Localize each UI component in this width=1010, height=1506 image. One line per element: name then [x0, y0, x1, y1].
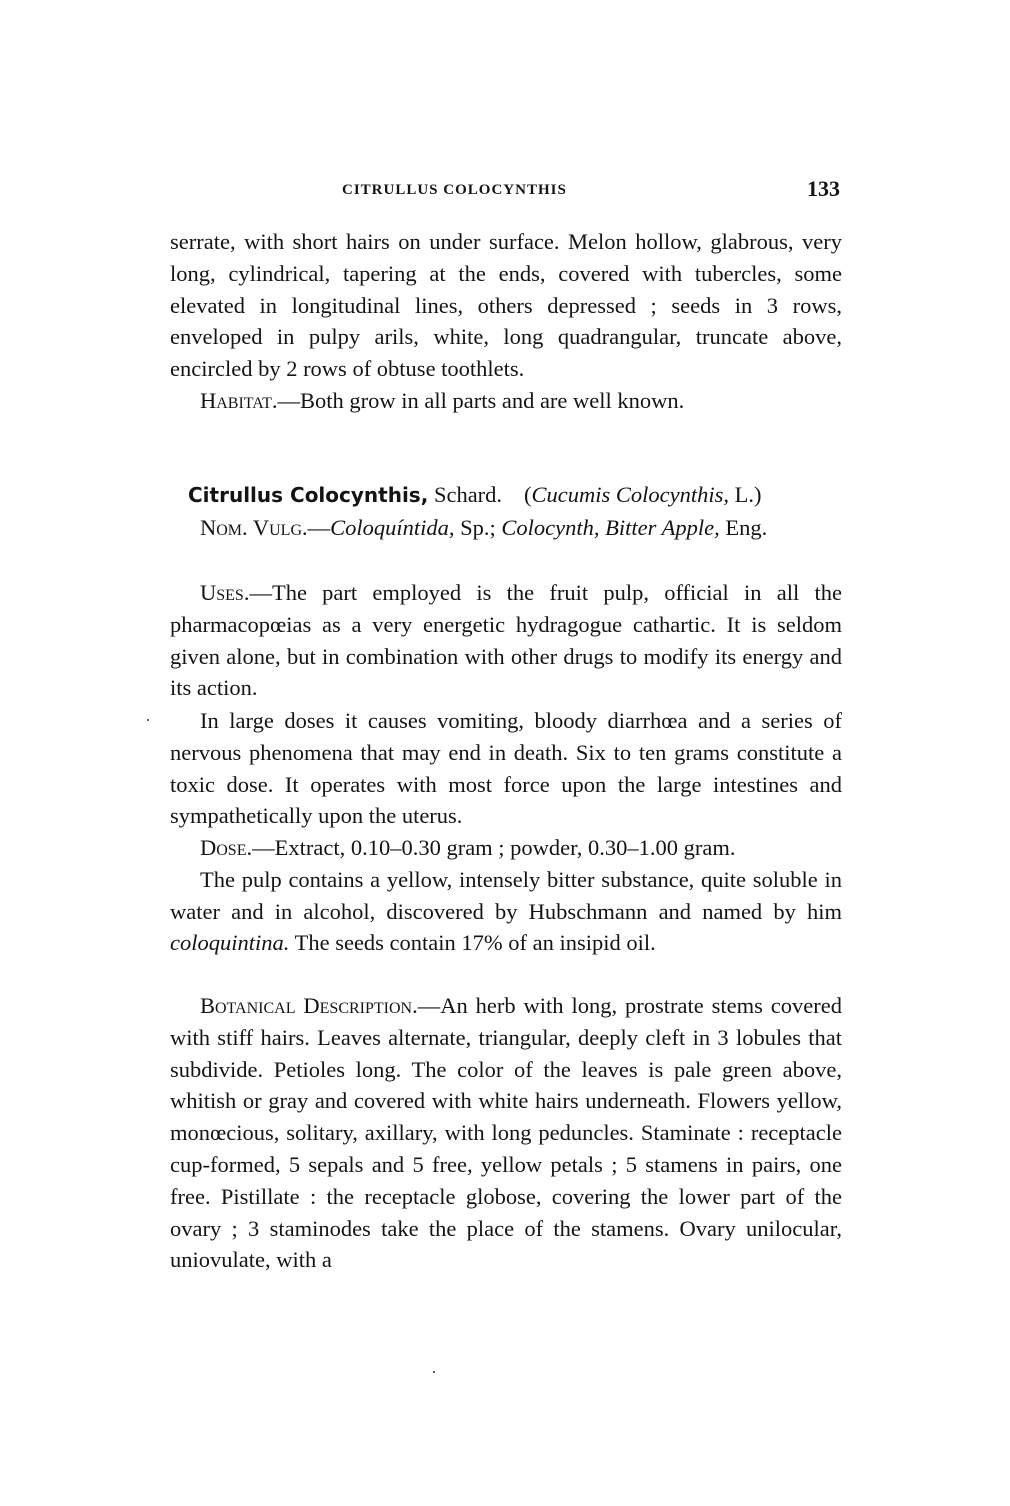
botanical-text: —An herb with long, prostrate stems covered with stiff hairs. Leaves alternate, triangular, deeply cleft in 3 lobules that subdivide. Petioles long. The color of the leaves is pale green above, whitish or gray and covered with white hairs underneath. Flowers yellow, monœcious, solitary, axillary, with long peduncles. Staminate : receptacle cup-formed, 5 sepals and 5 free, yellow petals ; 5 stamens in pairs, one free. Pistillate : the receptacle globose, covering the lower part of the ovary ; 3 staminodes take the place of the stamens. Ovary unilocular, uniovulate, with a [170, 993, 842, 1273]
spanish-lang: Sp.; [460, 514, 496, 540]
english-names: Colocynth, Bitter Apple, [501, 514, 720, 540]
pulp-italic-term: coloquintina. [170, 930, 290, 956]
uses-text: —The part employed is the fruit pulp, official in all the pharmacopœias as a very energetic hydragogue cathartic. It is seldom given alone, but in combination with other drugs to modify its energy and its action. [170, 580, 842, 701]
pulp-paragraph [170, 864, 842, 959]
species-author: Schard. [433, 482, 503, 507]
habitat-text: —Both grow in all parts and are well known. [277, 387, 685, 413]
english-lang: Eng. [725, 514, 768, 540]
habitat-label: Habitat. [200, 387, 278, 413]
continuation-paragraph [170, 226, 842, 385]
scan-speck [147, 719, 149, 721]
page-number: 133 [807, 176, 840, 201]
synonym-open-paren: ( [524, 482, 532, 507]
dose-label: Dose. [200, 835, 253, 860]
botanical-paragraph [170, 990, 842, 1276]
pulp-text-1: The pulp contains a yellow, intensely bitter substance, quite soluble in water and in alcohol, discovered by Hubschmann and named by him [170, 866, 842, 924]
toxicity-section [170, 705, 842, 832]
nom-vulg-dash: — [307, 514, 331, 540]
botanical-section [170, 990, 842, 1276]
scan-speck [433, 1371, 435, 1373]
uses-label: Uses. [200, 580, 250, 605]
botanical-label: Botanical Description. [200, 993, 418, 1018]
synonym-author: L.) [734, 482, 762, 507]
spanish-name: Coloquíntida, [330, 514, 455, 540]
dose-text: —Extract, 0.10–0.30 gram ; powder, 0.30–1.00 gram. [252, 835, 736, 860]
pulp-text-2: The seeds contain 17% of an insipid oil. [289, 930, 656, 956]
species-name: Citrullus Colocynthis, [188, 483, 429, 507]
description-continuation-section [170, 226, 842, 417]
nom-vulg-label: Nom. Vulg. [200, 514, 308, 540]
habitat-paragraph [170, 385, 842, 417]
large-doses-text: In large doses it causes vomiting, bloody diarrhœa and a series of nervous phenomena that may end in death. Six to ten grams constitute a toxic dose. It operates with most force upon the large intestines and sympathetically upon the uterus. [170, 708, 842, 829]
species-heading [170, 479, 842, 512]
dose-section [170, 832, 842, 959]
common-names-paragraph [170, 512, 842, 544]
running-head [170, 176, 840, 206]
uses-paragraph [170, 577, 842, 704]
species-synonym: Cucumis Colocynthis, [531, 482, 730, 507]
continuation-text: serrate, with short hairs on under surface. Melon hollow, glabrous, very long, cylindrical, tapering at the ends, covered with tubercles, some elevated in longitudinal lines, others depressed ; seeds in 3 rows, enveloped in pulpy arils, white, long quadrangular, truncate above, encircled by 2 rows of obtuse toothlets. [170, 229, 842, 382]
dose-paragraph [170, 832, 842, 864]
species-section [170, 479, 842, 544]
large-doses-paragraph [170, 705, 842, 832]
running-title: CITRULLUS COLOCYNTHIS [342, 182, 567, 198]
uses-section [170, 577, 842, 704]
